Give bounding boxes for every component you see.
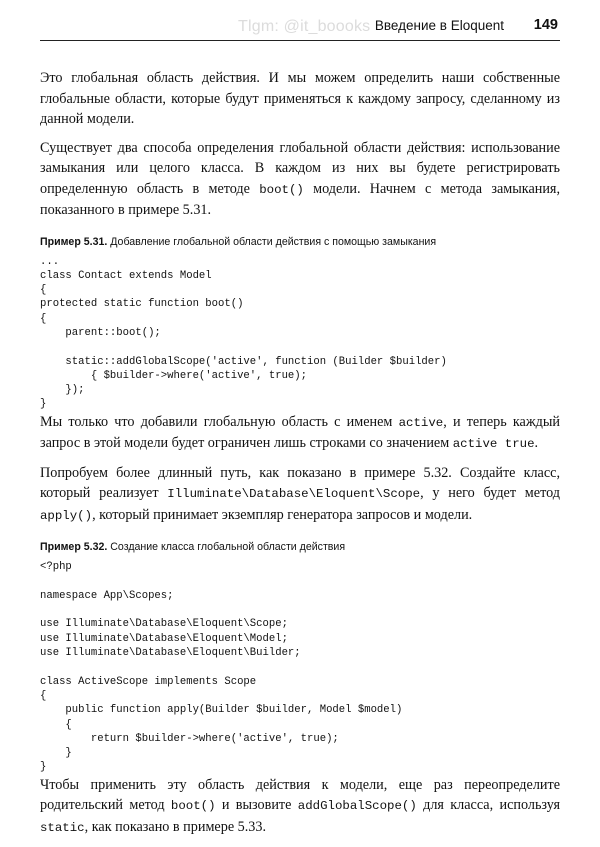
example-5-31-title: Добавление глобальной области действия с помощью замыкания — [110, 235, 437, 248]
example-5-31-label: Пример 5.31. — [40, 235, 108, 248]
paragraph-3-text-1: Мы только что добавили глобальную область с именем — [40, 413, 399, 430]
paragraph-5-text-1: Чтобы применить эту область действия к модели, еще раз переопределите родительский метод — [40, 776, 560, 814]
paragraph-2 — [40, 138, 560, 221]
example-5-32-caption — [40, 540, 560, 554]
paragraph-4-text-2: , у него будет метод — [420, 485, 561, 502]
page-number: 149 — [533, 17, 558, 33]
paragraph-4-text-3: , который принимает экземпляр генератора запросов и модели. — [92, 506, 473, 523]
chapter-title: Введение в Eloquent — [374, 18, 504, 33]
paragraph-4 — [40, 463, 560, 527]
example-5-31-caption — [40, 235, 560, 249]
example-5-32-code: <?php namespace App\Scopes; use Illuminate\Database\Eloquent\Scope; use Illuminate\Database\Eloquent\Model; use Illuminate\Database\Eloquent\Builder; class ActiveScope implements Scope { public function apply(Builder $builder, Model $model) { return $builder->where('active', true); } } — [40, 561, 403, 774]
inline-code-active: active — [398, 415, 444, 430]
paragraph-5-text-3: для класса, используя — [416, 797, 561, 814]
watermark: Tlgm: @it_boooks — [238, 18, 371, 35]
inline-code-boot-2: boot() — [170, 799, 216, 814]
inline-code-scope-interface: Illuminate\Database\Eloquent\Scope — [167, 487, 421, 502]
example-5-31-code: ... class Contact extends Model { protected static function boot() { parent::boot(); static::addGlobalScope('active', function (Builder $builder) { $builder->where('active', true); }); } — [40, 255, 447, 411]
inline-code-apply: apply() — [40, 508, 93, 523]
paragraph-2-text-1: Существует два способа определения глобальной области действия: использование замыкания или целого класса. В каждом из них вы будете регистрировать определенную область в методе — [40, 139, 560, 197]
inline-code-boot: boot() — [259, 182, 304, 197]
paragraph-3-text-3: . — [534, 435, 539, 452]
inline-code-addglobalscope: addGlobalScope() — [297, 799, 417, 814]
paragraph-5 — [40, 775, 560, 839]
paragraph-1: Это глобальная область действия. И мы можем определить наши собственные глобальные области, которые будут применяться к каждому запросу, сделанному из данной модели. — [40, 70, 560, 127]
paragraph-5-text-2: и вызовите — [215, 797, 298, 814]
running-header — [40, 12, 560, 42]
paragraph-4-text-1: Попробуем более длинный путь, как показано в примере 5.32. Создайте класс, который реализует — [40, 464, 560, 502]
paragraph-3-text-2: , и теперь каждый запрос в этой модели будет ограничен лишь строками со значением — [40, 413, 561, 452]
page-body — [40, 68, 560, 838]
paragraph-5-text-4: , как показано в примере 5.33. — [84, 818, 267, 835]
inline-code-static: static — [40, 820, 85, 835]
example-5-32-label: Пример 5.32. — [40, 541, 108, 554]
header-rule — [40, 40, 560, 41]
inline-code-active-true: active true — [452, 437, 535, 452]
example-5-32-title: Создание класса глобальной области действия — [110, 541, 346, 554]
paragraph-3 — [40, 412, 560, 455]
paragraph-2-text-2: модели. Начнем с метода замыкания, показанного в примере 5.31. — [40, 180, 561, 218]
